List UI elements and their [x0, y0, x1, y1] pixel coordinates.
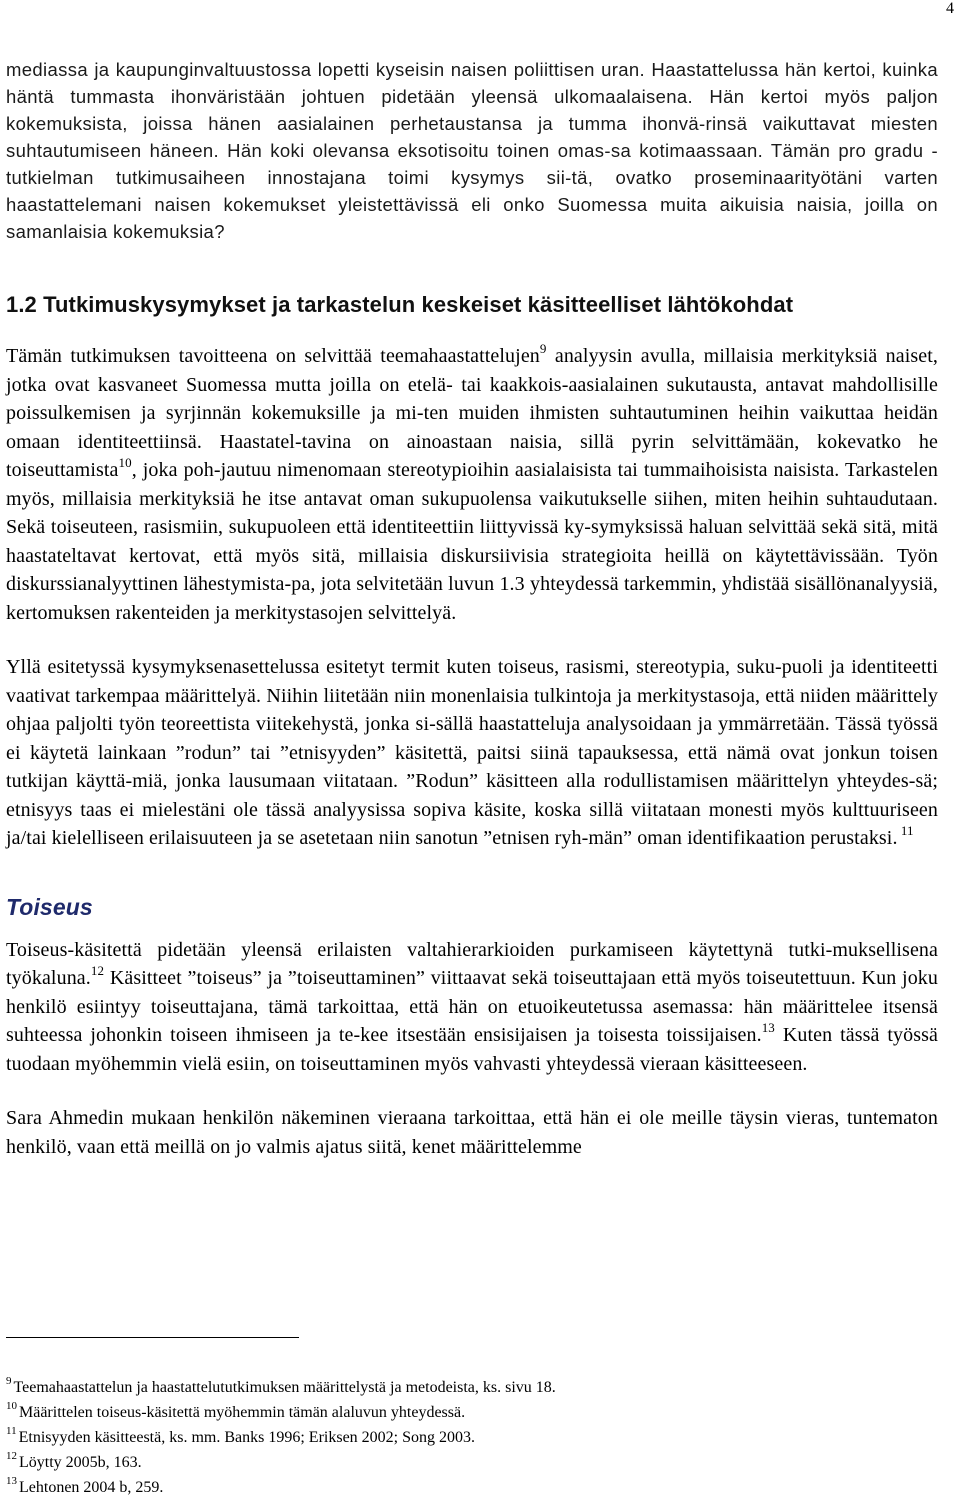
subsection-heading: Toiseus — [6, 893, 93, 920]
footnote-number: 12 — [6, 1449, 17, 1462]
footnote-text: Etnisyyden käsitteestä, ks. mm. Banks 1996; Eriksen 2002; Song 2003. — [18, 1429, 476, 1446]
footnote-text: Lehtonen 2004 b, 259. — [19, 1479, 164, 1496]
subsection-paragraph-2: Sara Ahmedin mukaan henkilön näkeminen vieraana tarkoittaa, että hän ei ole meille täysin vieras, tuntematon henkilö, vaan että meillä on jo valmis ajatus siitä, kenet määrittelemme — [6, 1107, 938, 1158]
intro-paragraph: mediassa ja kaupunginvaltuustossa lopetti kyseisin naisen poliittisen uran. Haastattelussa hän kertoi, kuinka häntä tummasta ihonväristään johtuen pidetään yleensä ulkomaalaisena. Hän kertoi myös paljon kokemuksista, joissa hänen aasialainen perhetaustansa ja tumma ihonvä-rinsä vaikuttavat miesten suhtautumiseen häneen. Hän koki olevansa eksotisoitu toinen omas-sa kotimaassaan. Tämän pro gradu -tutkielman tutkimusaiheen innostajana toimi kysymys sii-tä, ovatko proseminaarityötäni varten haastattelemani naisen kokemukset yleistettävissä eli onko Suomessa muita aikuisia naisia, joilla on samanlaisia kokemuksia? — [6, 59, 938, 242]
footnote-item — [6, 1425, 556, 1450]
footnote-separator — [6, 1337, 299, 1338]
footnote-text: Teemahaastattelun ja haastattelututkimuksen määrittelystä ja metodeista, ks. sivu 18. — [13, 1379, 556, 1396]
footnote-text: Määrittelen toiseus-käsitettä myöhemmin tämän alaluvun yhteydessä. — [19, 1404, 466, 1421]
document-body — [6, 56, 938, 1161]
text-run: Käsitteet ”toiseus” ja ”toiseuttaminen” viittaavat sekä toiseuttajaan että myös toiseutettuun. Kun joku henkilö esiintyy toiseuttajana, tämä tarkoittaa, että hän on etuoikeutetussa asemassa: hän määrittelee itsensä suhteessa johonkin toiseen ihmiseen ja te-kee itsestään ensisijaisen ja toisesta toissijaisen. — [6, 967, 938, 1046]
footnote-item — [6, 1475, 556, 1500]
section-paragraph-2 — [6, 653, 938, 853]
footnote-item — [6, 1450, 556, 1475]
section-paragraph-1 — [6, 342, 938, 627]
text-run: analyysin avulla, millaisia merkityksiä naiset, jotka ovat kasvaneet Suomessa mutta joilla on etelä- tai kaakkois-aasialainen sukutausta, antavat mahdollisille poissulkemisen ja syrjinnän kokemuksille ja mi-ten muiden ihmisten suhtautuminen heihin vaikuttaa heidän omaan identiteettiinsä. Haastatel-tavina on ainoastaan naisia, sillä pyrin selvittämään, kokevatko he toiseuttamista — [6, 345, 938, 481]
footnote-number: 13 — [6, 1474, 17, 1487]
text-run: Tämän tutkimuksen tavoitteena on selvittää teemahaastattelujen — [6, 345, 540, 367]
text-run: Yllä esitetyssä kysymyksenasettelussa esitetyt termit kuten toiseus, rasismi, stereotypia, suku-puoli ja identiteetti vaativat tarkempaa määrittelyä. Niihin liitetään niin monenlaisia tulkintoja ja merkitystasoja, että niiden määrittely ohjaa paljolti työn teoreettista viitekehystä, jonka si-sällä haastatteluja analysoidaan ja ymmärretään. Tässä työssä ei käytetä lainkaan ”rodun” tai ”etnisyyden” käsitettä, paitsi siinä tapauksessa, että nämä ovat jonkun toisen tutkijan käyttä-miä, jonka lausumaan viitataan. ”Rodun” käsitteen alla rodullistamisen määrittelyn yhteydes-sä; etnisyys taas ei mielestäni ole tässä analyysissa sopiva käsite, koska sillä viitataan monesti myös kulttuuriseen ja/tai kielelliseen erilaisuuteen ja se asetetaan niin sanotun ”etnisen ryh-män” oman identifikaation perustaksi. — [6, 656, 938, 849]
page-number: 4 — [946, 0, 954, 17]
footnote-item — [6, 1400, 556, 1425]
footnotes — [6, 1375, 556, 1500]
footnote-text: Löytty 2005b, 163. — [19, 1454, 142, 1471]
footnote-number: 9 — [6, 1374, 12, 1387]
footnote-number: 10 — [6, 1399, 17, 1412]
text-run: Kuten tässä työssä tuodaan myöhemmin vielä esiin, on toiseuttaminen myös vahvasti yhteydessä vieraan käsitteeseen. — [6, 1024, 938, 1075]
footnote-item — [6, 1375, 556, 1400]
text-run: Toiseus-käsitettä pidetään yleensä erilaisten valtahierarkioiden purkamiseen käytettynä tutki-muksellisena työkaluna. — [6, 938, 938, 989]
footnote-ref-13[interactable]: 13 — [761, 1020, 775, 1036]
text-run: , joka poh-jautuu nimenomaan stereotypioihin aasialaisista tai tummaihoisista naisista. Tarkastelen myös, millaisia merkityksiä he itse antavat oman sukupuolensa vaikutukselle siihen, miten heihin suhtaudutaan. Sekä toiseuteen, rasismiin, sukupuoleen että identiteettiin liittyvissä ky-symyksissä haluan selvittää sekä sitä, mitä haastateltavat kertovat, että myös sitä, millaisia diskursiivisia strategioita heillä on käytettävissään. Työn diskurssianalyyttinen lähestymista-pa, jota selvitetään luvun 1.3 yhteydessä tarkemmin, yhdistää sisällönanalyysiä, kertomuksen rakenteiden ja merkitystasojen selvittelyä. — [6, 459, 938, 624]
footnote-ref-9[interactable]: 9 — [539, 341, 547, 357]
footnote-number: 11 — [6, 1424, 17, 1437]
footnote-ref-12[interactable]: 12 — [90, 963, 105, 979]
subsection-paragraph-1 — [6, 936, 938, 1079]
footnote-ref-10[interactable]: 10 — [118, 455, 132, 471]
section-heading: 1.2 Tutkimuskysymykset ja tarkastelun keskeiset käsitteelliset lähtökohdat — [6, 292, 794, 317]
footnote-ref-11[interactable]: 11 — [897, 823, 914, 839]
